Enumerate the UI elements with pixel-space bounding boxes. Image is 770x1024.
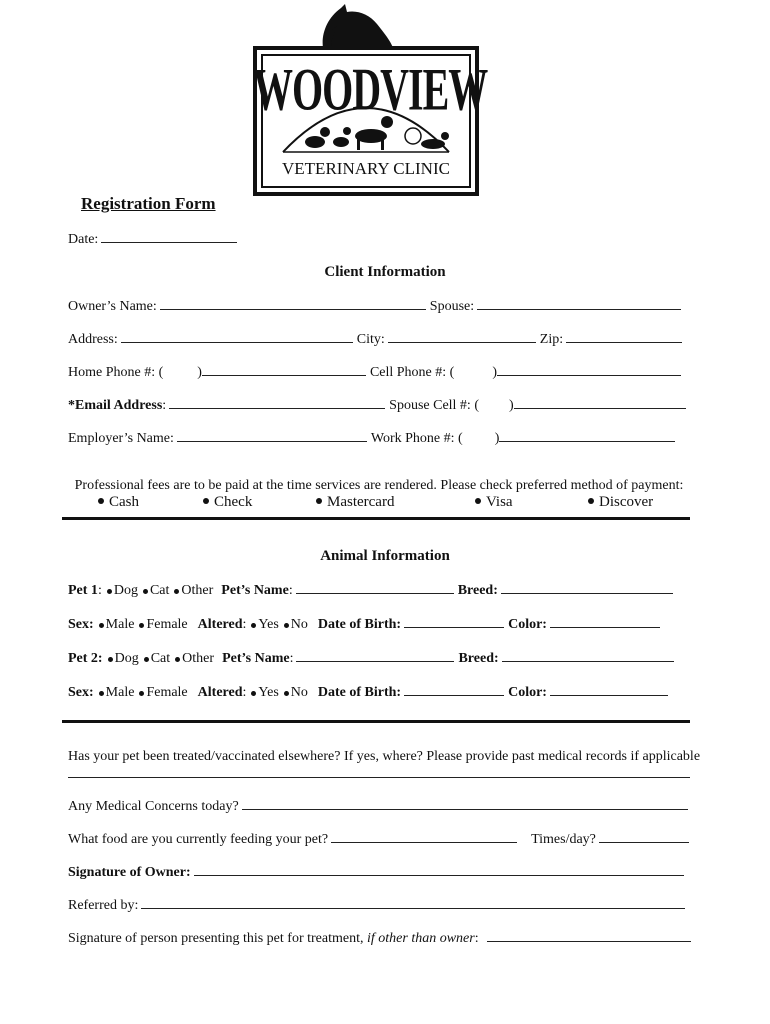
- pet1-breed-field[interactable]: [501, 581, 673, 594]
- city-field[interactable]: [388, 330, 536, 343]
- bullet-icon: [588, 498, 594, 504]
- pet2-color-label: Color:: [508, 685, 547, 700]
- concerns-label: Any Medical Concerns today?: [68, 799, 239, 814]
- pet2-altered-yes[interactable]: Yes: [258, 685, 279, 700]
- payment-option-discover[interactable]: [588, 494, 653, 511]
- pet1-row: Pet 1 : Dog Cat Other Pet’s Name : Breed:: [68, 581, 677, 599]
- food-row: [68, 830, 693, 848]
- pet1-label: Pet 1: [68, 583, 98, 598]
- pet2-dob-field[interactable]: [404, 683, 504, 696]
- form-title: Registration Form: [81, 194, 216, 213]
- date-field[interactable]: [101, 230, 237, 243]
- employer-field[interactable]: [177, 429, 367, 442]
- section-divider: [62, 517, 690, 520]
- home-phone-label: Home Phone #: (: [68, 365, 164, 380]
- spouse-label: Spouse:: [429, 299, 475, 314]
- bullet-icon[interactable]: [284, 623, 289, 628]
- pet1-name-label: Pet’s Name: [221, 583, 289, 598]
- times-label: Times/day?: [531, 832, 596, 847]
- colon: :: [474, 931, 479, 946]
- bullet-icon[interactable]: [99, 623, 104, 628]
- bullet-icon[interactable]: [251, 623, 256, 628]
- address-label: Address:: [68, 332, 118, 347]
- pet1-female-option[interactable]: Female: [146, 617, 188, 632]
- work-phone-label: Work Phone #: (: [370, 431, 463, 446]
- times-field[interactable]: [599, 830, 689, 843]
- pet2-other-option[interactable]: Other: [182, 651, 215, 666]
- cell-phone-paren: ): [492, 365, 497, 380]
- pet1-breed-label: Breed:: [457, 583, 498, 598]
- bullet-icon[interactable]: [144, 657, 149, 662]
- spouse-cell-paren: ): [509, 398, 514, 413]
- presenter-signature-row: [68, 929, 695, 947]
- bullet-icon[interactable]: [139, 691, 144, 696]
- bullet-icon[interactable]: [143, 589, 148, 594]
- food-field[interactable]: [331, 830, 517, 843]
- pet2-male-option[interactable]: Male: [105, 685, 135, 700]
- logo-name: WOODVIEW: [253, 55, 488, 123]
- pet2-row: Pet 2: Dog Cat Other Pet’s Name : Breed:: [68, 649, 678, 667]
- pet2-label: Pet 2:: [68, 651, 103, 666]
- bullet-icon[interactable]: [174, 589, 179, 594]
- bullet-icon[interactable]: [99, 691, 104, 696]
- pet2-altered-label: Altered: [197, 685, 243, 700]
- email-row: *Email Address : Spouse Cell #: ( ): [68, 396, 690, 414]
- city-label: City:: [356, 332, 385, 347]
- pet2-sex-row: Sex: Male Female Altered : Yes No Date of Birth: Color:: [68, 683, 672, 701]
- pet2-dob-label: Date of Birth:: [317, 685, 402, 700]
- pet1-sex-label: Sex:: [68, 617, 94, 632]
- bullet-icon[interactable]: [175, 657, 180, 662]
- bullet-icon[interactable]: [284, 691, 289, 696]
- date-row: [68, 230, 241, 248]
- bullet-icon: [98, 498, 104, 504]
- pet1-color-field[interactable]: [550, 615, 660, 628]
- phone-row: [68, 363, 685, 381]
- bullet-icon[interactable]: [251, 691, 256, 696]
- pet1-name-field[interactable]: [296, 581, 454, 594]
- bullet-icon: [316, 498, 322, 504]
- pet1-dog-option[interactable]: Dog: [113, 583, 138, 598]
- owner-name-field[interactable]: [160, 297, 426, 310]
- work-phone-paren: ): [494, 431, 500, 446]
- pet1-altered-label: Altered: [197, 617, 243, 632]
- pet2-color-field[interactable]: [550, 683, 668, 696]
- bullet-icon[interactable]: [108, 657, 113, 662]
- referred-field[interactable]: [141, 896, 685, 909]
- pet1-sex-row: Sex: Male Female Altered : Yes No Date of Birth: Color:: [68, 615, 664, 633]
- pet1-dob-field[interactable]: [404, 615, 504, 628]
- concerns-field[interactable]: [242, 797, 688, 810]
- pet1-cat-option[interactable]: Cat: [149, 583, 170, 598]
- pet2-breed-label: Breed:: [458, 651, 499, 666]
- spouse-cell-field[interactable]: [514, 396, 686, 409]
- animal-heading: Animal Information: [320, 548, 450, 564]
- work-phone-field[interactable]: [499, 429, 675, 442]
- payment-note: Professional fees are to be paid at the time services are rendered. Please check preferred method of payment:: [74, 478, 684, 493]
- presenter-signature-field[interactable]: [487, 929, 691, 942]
- bullet-icon: [203, 498, 209, 504]
- cell-phone-field[interactable]: [497, 363, 681, 376]
- pet2-sex-label: Sex:: [68, 685, 94, 700]
- payment-option-label: Visa: [486, 494, 513, 510]
- owner-row: [68, 297, 685, 315]
- bullet-icon[interactable]: [107, 589, 112, 594]
- spouse-cell-label: Spouse Cell #: (: [389, 398, 479, 413]
- if-other-label: if other than owner: [366, 931, 475, 946]
- pet2-name-field[interactable]: [296, 649, 454, 662]
- pet1-dob-label: Date of Birth:: [317, 617, 402, 632]
- section-divider: [62, 720, 690, 723]
- payment-option-label: Cash: [109, 494, 139, 510]
- vaccinated-label: Has your pet been treated/vaccinated elsewhere? If yes, where? Please provide past medical records if applicable: [68, 749, 701, 764]
- owner-signature-label: Signature of Owner:: [68, 865, 191, 880]
- concerns-row: [68, 797, 692, 815]
- address-row: [68, 330, 686, 348]
- employer-row: [68, 429, 679, 447]
- cell-phone-label: Cell Phone #: (: [369, 365, 455, 380]
- payment-option-visa[interactable]: [475, 494, 513, 511]
- payment-option-check[interactable]: [203, 494, 252, 511]
- vaccinated-field[interactable]: [68, 777, 690, 778]
- zip-field[interactable]: [566, 330, 682, 343]
- employer-label: Employer’s Name:: [68, 431, 174, 446]
- food-label: What food are you currently feeding your pet?: [68, 832, 329, 847]
- date-label: Date:: [68, 232, 99, 247]
- pet2-dog-option[interactable]: Dog: [114, 651, 139, 666]
- payment-option-label: Mastercard: [327, 494, 395, 510]
- pet1-altered-yes[interactable]: Yes: [258, 617, 279, 632]
- pet2-female-option[interactable]: Female: [146, 685, 188, 700]
- client-heading: Client Information: [324, 264, 446, 280]
- pet1-other-option[interactable]: Other: [181, 583, 214, 598]
- vaccinated-row: [68, 749, 700, 765]
- payment-option-label: Check: [214, 494, 253, 510]
- referred-row: [68, 896, 689, 914]
- email-label: *Email Address: [68, 398, 163, 413]
- address-field[interactable]: [121, 330, 353, 343]
- pet1-altered-no[interactable]: No: [290, 617, 308, 632]
- payment-option-label: Discover: [599, 494, 654, 510]
- logo-subtitle: VETERINARY CLINIC: [282, 159, 450, 178]
- owner-signature-field[interactable]: [194, 863, 684, 876]
- payment-option-cash[interactable]: [98, 494, 139, 511]
- clinic-logo: [253, 4, 488, 196]
- pet1-male-option[interactable]: Male: [105, 617, 135, 632]
- pet2-altered-no[interactable]: No: [290, 685, 308, 700]
- pet2-cat-option[interactable]: Cat: [150, 651, 171, 666]
- pet2-name-label: Pet’s Name: [222, 651, 290, 666]
- home-phone-paren: ): [197, 365, 202, 380]
- bullet-icon[interactable]: [139, 623, 144, 628]
- pet1-color-label: Color:: [508, 617, 547, 632]
- referred-label: Referred by:: [68, 898, 139, 913]
- owner-signature-row: [68, 863, 688, 881]
- presenter-signature-label: Signature of person presenting this pet for treatment,: [68, 931, 364, 946]
- pet2-breed-field[interactable]: [502, 649, 674, 662]
- zip-label: Zip:: [539, 332, 564, 347]
- home-phone-field[interactable]: [202, 363, 366, 376]
- owner-name-label: Owner’s Name:: [68, 299, 157, 314]
- payment-option-mastercard[interactable]: [316, 494, 394, 511]
- spouse-field[interactable]: [477, 297, 681, 310]
- bullet-icon: [475, 498, 481, 504]
- email-field[interactable]: [169, 396, 385, 409]
